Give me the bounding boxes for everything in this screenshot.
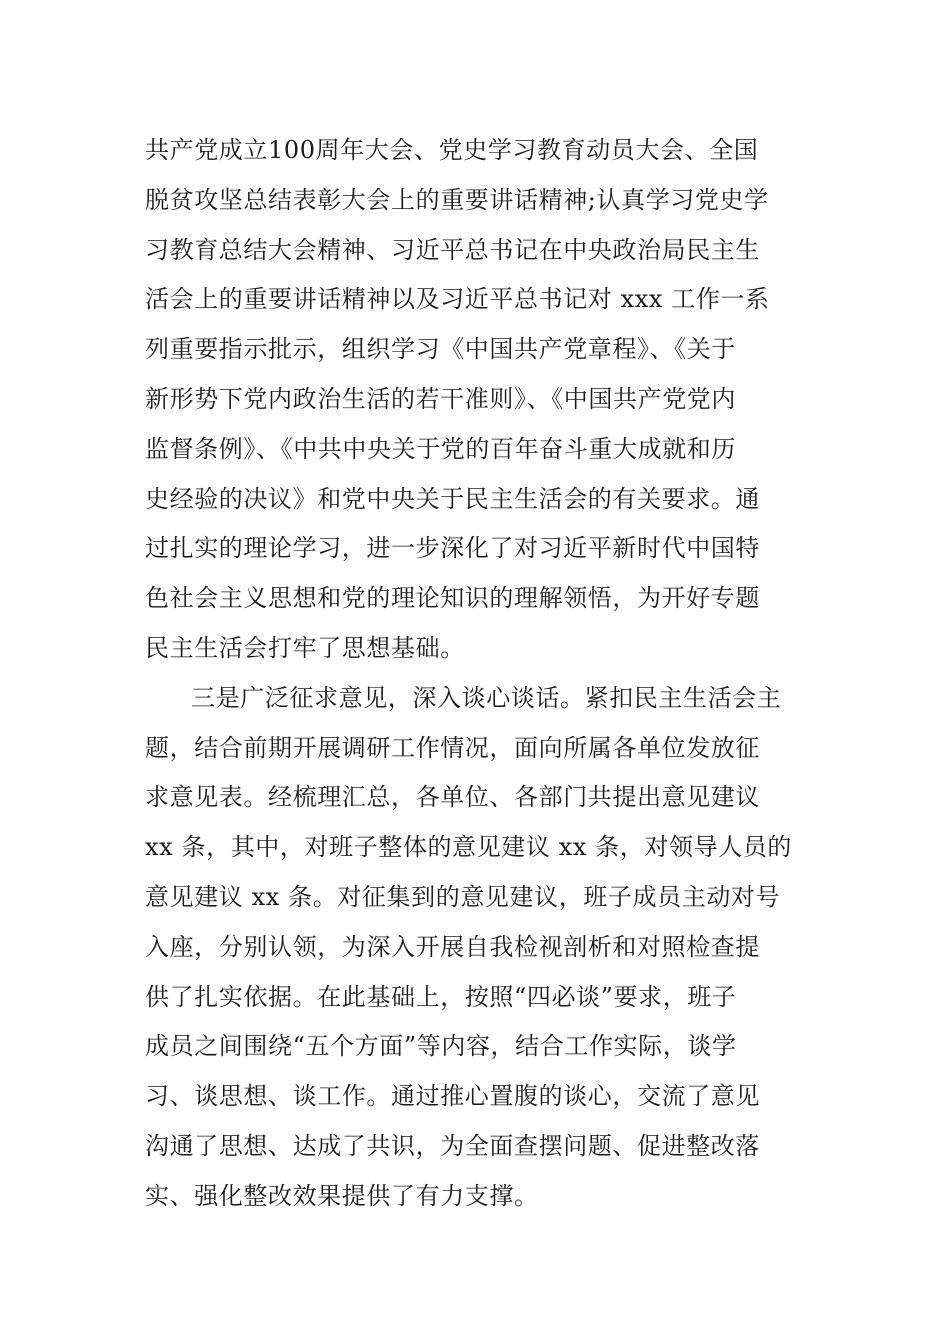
text-line: 活会上的重要讲话精神以及习近平总书记对 xxx 工作一系 [145,285,770,314]
text-line: 供了扎实依据。在此基础上，按照“四必谈”要求，班子 [145,982,737,1011]
text-line: 列重要指示批示，组织学习《中国共产党章程》、《关于 [145,335,736,364]
text-line: 过扎实的理论学习，进一步深化了对习近平新时代中国特 [145,534,760,563]
text-line: 入座，分别认领，为深入开展自我检视剖析和对照检查提 [145,932,760,961]
text-line: 求意见表。经梳理汇总，各单位、各部门共提出意见建议 [145,783,760,812]
text-line: 监督条例》、《中共中央关于党的百年奋斗重大成就和历 [145,434,736,463]
text-line: 成员之间围绕“五个方面”等内容，结合工作实际，谈学 [145,1032,737,1061]
text-line: 习教育总结大会精神、习近平总书记在中央政治局民主生 [145,235,760,264]
paragraph-solicit-opinions [145,674,810,1222]
text-line-first: 三是广泛征求意见，深入谈心谈话。紧扣民主生活会主 [191,683,782,712]
text-line: 脱贫攻坚总结表彰大会上的重要讲话精神;认真学习党史学 [145,185,769,214]
text-line: 色社会主义思想和党的理论知识的理解领悟，为开好专题 [145,584,760,613]
text-line: xx 条，其中，对班子整体的意见建议 xx 条，对领导人员的 [145,833,793,862]
document-body [145,126,810,1222]
paragraph-study-summary [145,126,810,674]
text-line: 民主生活会打牢了思想基础。 [145,633,465,662]
text-line: 意见建议 xx 条。对征集到的意见建议，班子成员主动对号 [145,882,781,911]
text-line: 习、谈思想、谈工作。通过推心置腹的谈心，交流了意见 [145,1082,760,1111]
text-line: 史经验的决议》和党中央关于民主生活会的有关要求。通 [145,484,760,513]
text-line: 共产党成立100周年大会、党史学习教育动员大会、全国 [145,136,759,164]
text-line: 实、强化整改效果提供了有力支撑。 [145,1181,539,1210]
text-line: 沟通了思想、达成了共识，为全面查摆问题、促进整改落 [145,1131,760,1160]
text-line: 新形势下党内政治生活的若干准则》、《中国共产党党内 [145,384,736,413]
text-line: 题，结合前期开展调研工作情况，面向所属各单位发放征 [145,733,760,762]
